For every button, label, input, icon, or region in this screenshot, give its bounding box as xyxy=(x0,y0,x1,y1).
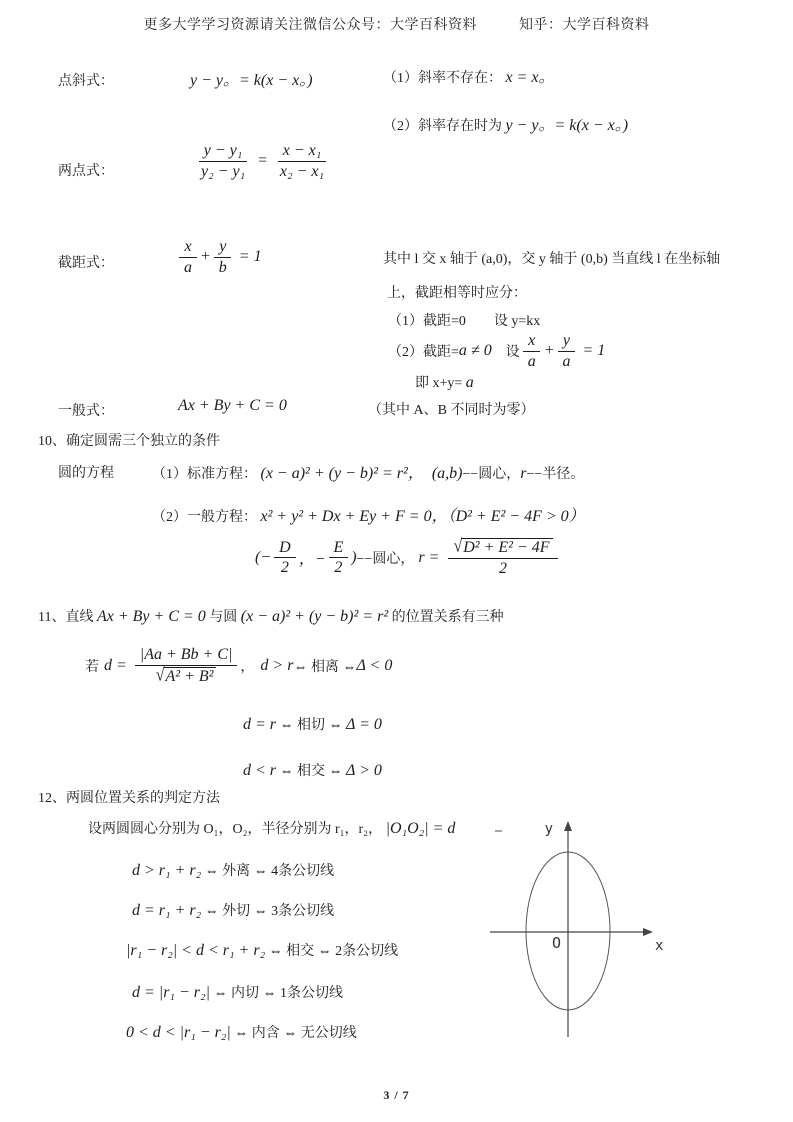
fraction-numerator: x xyxy=(523,332,540,352)
relation-text: ⇔ 相离 ⇔ xyxy=(293,659,357,675)
fraction-denominator: a xyxy=(527,352,536,370)
relation-delta: Δ > 0 xyxy=(346,762,382,779)
case2-set-text: 设 xyxy=(491,345,520,361)
ellipse-figure xyxy=(450,800,793,1065)
fraction-denominator xyxy=(151,666,222,686)
fraction-denominator: a xyxy=(562,352,571,370)
note1-math: x = x。 xyxy=(505,69,555,86)
standard-radius-math: r xyxy=(520,465,527,482)
d-equals: d = xyxy=(104,656,127,674)
paren-close: ) xyxy=(351,548,357,566)
setup-math: |O₁O₂| = d xyxy=(385,820,456,837)
fraction xyxy=(448,538,557,578)
relation-text: ⇔ 相切 ⇔ xyxy=(276,718,347,733)
intercept-case1: （1）截距=0 设 y=kx xyxy=(388,314,541,329)
fraction-numerator: x xyxy=(179,238,196,258)
fraction xyxy=(329,539,349,578)
fraction-numerator: |Aa + Bb + C| xyxy=(135,646,238,666)
relation-math: d > r xyxy=(260,656,294,674)
title-post-text: 的位置关系有三种 xyxy=(391,610,504,625)
fraction-numerator: y − y₁ xyxy=(199,142,248,162)
case2-text: （2）截距= xyxy=(388,345,459,361)
fraction-numerator: y xyxy=(214,238,231,258)
standard-center-text: −−圆心， xyxy=(462,467,521,482)
fraction-denominator: x₂ − x₁ xyxy=(279,162,325,180)
plus-sign: + xyxy=(543,342,555,360)
square-root xyxy=(453,538,552,557)
fraction-numerator: x − x₁ xyxy=(278,142,327,162)
case2-condition: a ≠ 0 xyxy=(458,342,492,360)
general-label: （2）一般方程： xyxy=(152,510,257,525)
center-radius-line xyxy=(255,538,561,578)
general-form-formula: Ax + By + C = 0 xyxy=(178,397,287,414)
fraction-denominator: a xyxy=(184,258,192,276)
intercept-note-line2: 上，截距相等时应分： xyxy=(387,286,527,301)
intercept-case2 xyxy=(388,332,605,371)
relation-math: 0 < d < |r₁ − r₂| xyxy=(126,1024,231,1041)
ellipse-figure-svg xyxy=(450,800,793,1060)
fraction-denominator: 2 xyxy=(498,559,507,577)
point-slope-label: 点斜式： xyxy=(58,74,114,89)
relation-text: ⇔ 外切 ⇔ 3条公切线 xyxy=(201,904,335,919)
header-right-text: 知乎：大学百科资料 xyxy=(519,18,650,33)
title-text: 11、直线 xyxy=(38,610,94,625)
radicand: A² + B² xyxy=(164,667,217,686)
circle-relation-row xyxy=(126,940,398,960)
title-circle-math: (x − a)² + (y − b)² = r² xyxy=(240,608,389,625)
comma-minus: ，− xyxy=(298,551,326,569)
page-header xyxy=(0,14,793,34)
radical-sign: √ xyxy=(453,536,463,557)
section10-title: 10、确定圆需三个独立的条件 xyxy=(38,434,220,449)
fraction-numerator xyxy=(448,538,557,559)
fraction-denominator: 2 xyxy=(280,559,289,577)
point-slope-formula: y − y。= k(x − x。) xyxy=(190,72,313,89)
result-math: a xyxy=(465,374,474,391)
header-left-text: 更多大学学习资源请关注微信公众号：大学百科资料 xyxy=(143,18,477,33)
plus-sign: + xyxy=(200,248,211,266)
section12-title: 12、两圆位置关系的判定方法 xyxy=(38,791,220,806)
relation-math: d = |r₁ − r₂| xyxy=(132,984,210,1001)
note2-math: y − y。= k(x − x。) xyxy=(505,117,629,134)
radical-sign: √ xyxy=(155,665,165,686)
fraction-denominator: 2 xyxy=(334,559,343,577)
paren-open: (− xyxy=(255,548,272,566)
note2-text: （2）斜率存在时为 xyxy=(383,119,502,134)
intercept-formula xyxy=(176,238,262,277)
circle-relation-row xyxy=(132,860,334,880)
two-circles-setup-line xyxy=(88,818,455,838)
relation-text: ⇔ 内切 ⇔ 1条公切线 xyxy=(209,986,343,1001)
square-root xyxy=(156,667,217,686)
two-point-formula xyxy=(193,142,332,181)
center-text: −−圆心， xyxy=(356,551,415,567)
general-form-label: 一般式： xyxy=(58,404,114,419)
intercept-note-line1: 其中 l 交 x 轴于 (a,0)，交 y 轴于 (0,b) 当直线 l 在坐标轴 xyxy=(383,252,721,267)
relation-delta: Δ = 0 xyxy=(346,716,382,733)
intersect-relation-line xyxy=(243,760,382,780)
fraction-numerator: D xyxy=(274,539,296,559)
y-axis-arrowhead xyxy=(564,821,572,831)
general-form-note: （其中 A、B 不同时为零） xyxy=(368,403,535,418)
fraction-denominator: b xyxy=(218,258,227,276)
tangent-relation-line xyxy=(243,714,382,734)
point-slope-note1 xyxy=(383,64,555,87)
page-number: 3 / 7 xyxy=(383,1088,410,1102)
relation-math: d = r xyxy=(243,716,277,733)
section11-title xyxy=(38,606,504,626)
relation-math: |r₁ − r₂| < d < r₁ + r₂ xyxy=(126,942,266,959)
radius-equals: r = xyxy=(418,548,440,566)
fraction-numerator: y xyxy=(558,332,575,352)
distance-formula-line xyxy=(85,646,392,686)
fraction xyxy=(196,142,250,181)
fraction xyxy=(214,238,232,277)
standard-equation-line xyxy=(152,460,584,483)
fraction xyxy=(135,646,238,686)
fraction xyxy=(557,332,575,371)
circle-equation-label: 圆的方程 xyxy=(58,466,114,481)
fraction xyxy=(274,539,296,578)
fraction-denominator: y₂ − y₁ xyxy=(201,162,246,180)
relation-text: ⇔ 相交 ⇔ 2条公切线 xyxy=(265,944,399,959)
relation-text: ⇔ 内含 ⇔ 无公切线 xyxy=(230,1026,357,1041)
fraction xyxy=(179,238,197,277)
x-axis-label: x xyxy=(655,938,664,954)
intercept-label: 截距式： xyxy=(58,256,114,271)
intercept-case2-result xyxy=(415,372,474,392)
circle-relation-row xyxy=(126,1022,357,1042)
equals-one: = 1 xyxy=(582,342,606,360)
note1-text: （1）斜率不存在： xyxy=(383,71,502,86)
equals-one: = 1 xyxy=(238,248,262,266)
y-axis-label: y xyxy=(544,821,553,837)
two-point-label: 两点式： xyxy=(58,164,114,179)
setup-text: 设两圆圆心分别为 O₁，O₂，半径分别为 r₁，r₂， xyxy=(88,822,383,837)
relation-math: d < r xyxy=(243,762,277,779)
title-line-math: Ax + By + C = 0 xyxy=(96,608,206,625)
x-axis-arrowhead xyxy=(643,928,653,936)
general-math: x² + y² + Dx + Ey + F = 0，（D² + E² − 4F > 0） xyxy=(260,508,585,525)
origin-label: O xyxy=(551,934,561,952)
relation-math: d = r₁ + r₂ xyxy=(132,902,202,919)
result-text: 即 x+y= xyxy=(415,376,463,391)
relation-math: d > r₁ + r₂ xyxy=(132,862,202,879)
title-mid-text: 与圆 xyxy=(209,610,238,625)
standard-radius-text: −−半径。 xyxy=(526,467,585,482)
if-text: 若 xyxy=(85,659,99,675)
circle-relation-row xyxy=(132,900,334,920)
relation-text: ⇔ 外离 ⇔ 4条公切线 xyxy=(201,864,335,879)
fraction-numerator: E xyxy=(329,539,349,559)
circle-relation-row xyxy=(132,982,343,1002)
general-equation-line xyxy=(152,503,585,526)
relation-delta: Δ < 0 xyxy=(356,656,393,674)
point-slope-note2 xyxy=(383,112,628,135)
standard-label: （1）标准方程： xyxy=(152,467,257,482)
fraction xyxy=(275,142,329,181)
relation-text: ⇔ 相交 ⇔ xyxy=(276,764,347,779)
fraction xyxy=(523,332,541,371)
comma: ， xyxy=(240,659,255,675)
equals-sign: = xyxy=(257,152,268,170)
standard-math: (x − a)² + (y − b)² = r²， (a,b) xyxy=(260,465,463,482)
radicand: D² + E² − 4F xyxy=(461,538,552,557)
